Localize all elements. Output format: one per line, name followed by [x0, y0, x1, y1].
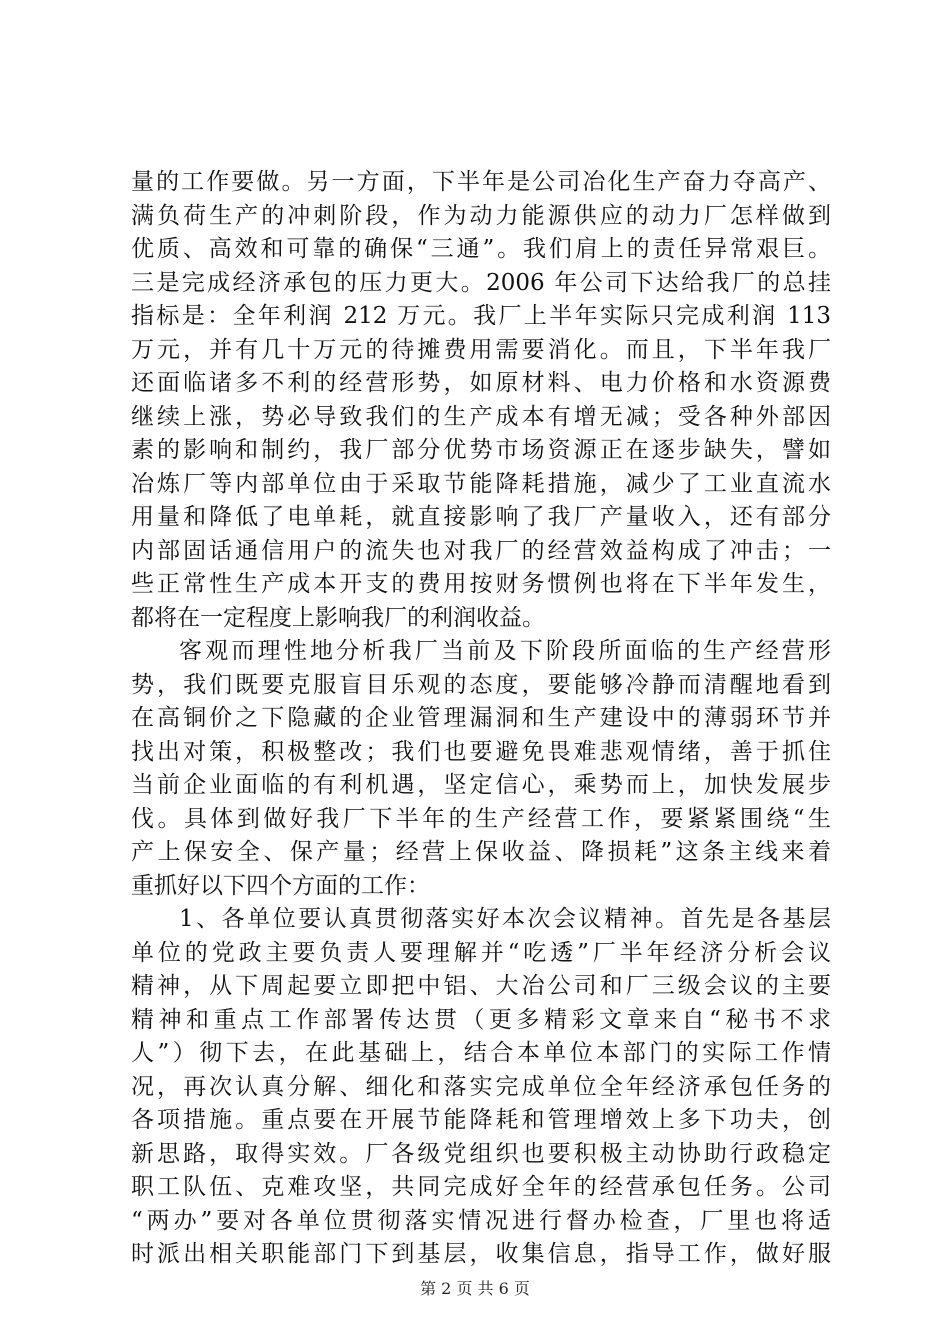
text-line: 还面临诸多不利的经营形势，如原材料、电力价格和水资源费 — [131, 370, 831, 396]
paragraph — [131, 903, 831, 1272]
text-line: 用量和降低了电单耗，就直接影响了我厂产量收入，还有部分 — [131, 504, 831, 530]
text-line: 各项措施。重点要在开展节能降耗和管理增效上多下功夫，创 — [131, 1107, 831, 1133]
text-line: 势，我们既要克服盲目乐观的态度，要能够冷静而清醒地看到 — [131, 671, 831, 698]
text-line: 精神和重点工作部署传达贯（更多精彩文章来自“秘书不求 — [131, 1006, 831, 1033]
text-line: 产上保安全、保产量；经营上保收益、降损耗”这条主线来着 — [131, 839, 831, 865]
text-line: 继续上涨，势必导致我们的生产成本有增无减；受各种外部因 — [131, 403, 831, 430]
text-line: 在高铜价之下隐藏的企业管理漏洞和生产建设中的薄弱环节并 — [131, 705, 831, 731]
text-line: 精神，从下周起要立即把中铝、大冶公司和厂三级会议的主要 — [131, 973, 831, 999]
document-body — [131, 166, 831, 1272]
paragraph — [131, 635, 831, 903]
text-line: 万元，并有几十万元的待摊费用需要消化。而且，下半年我厂 — [131, 336, 831, 363]
text-line: 些正常性生产成本开支的费用按财务惯例也将在下半年发生， — [131, 571, 831, 597]
text-line: “两办”要对各单位贯彻落实情况进行督办检查，厂里也将适 — [131, 1207, 831, 1234]
text-line: 指标是：全年利润 212 万元。我厂上半年实际只完成利润 113 — [131, 303, 831, 329]
text-line: 三是完成经济承包的压力更大。2006 年公司下达给我厂的总挂 — [131, 269, 831, 296]
text-line: 新思路，取得实效。厂各级党组织也要积极主动协助行政稳定 — [131, 1140, 831, 1167]
text-line: 素的影响和制约，我厂部分优势市场资源正在逐步缺失，譬如 — [131, 437, 831, 463]
paragraph — [131, 166, 831, 635]
text-line: 单位的党政主要负责人要理解并“吃透”厂半年经济分析会议 — [131, 939, 831, 966]
text-line: 时派出相关职能部门下到基层，收集信息，指导工作，做好服 — [131, 1241, 831, 1267]
text-line: 职工队伍、克难攻坚，共同完成好全年的经营承包任务。公司 — [131, 1174, 831, 1200]
text-line: 况，再次认真分解、细化和落实完成单位全年经济承包任务的 — [131, 1073, 831, 1100]
text-line: 内部固话通信用户的流失也对我厂的经营效益构成了冲击；一 — [131, 537, 831, 564]
text-line: 满负荷生产的冲刺阶段，作为动力能源供应的动力厂怎样做到 — [131, 202, 831, 229]
text-line: 量的工作要做。另一方面，下半年是公司冶化生产奋力夺高产、 — [131, 169, 831, 195]
text-line: 找出对策，积极整改；我们也要避免畏难悲观情绪，善于抓住 — [131, 738, 831, 765]
text-line: 重抓好以下四个方面的工作： — [131, 872, 430, 899]
text-line: 1、各单位要认真贯彻落实好本次会议精神。首先是各基层 — [179, 906, 831, 932]
text-line: 人”）彻下去，在此基础上，结合本单位本部门的实际工作情 — [131, 1040, 831, 1066]
page-footer: 第 2 页 共 6 页 — [420, 1279, 530, 1298]
text-line: 冶炼厂等内部单位由于采取节能降耗措施，减少了工业直流水 — [131, 470, 831, 497]
text-line: 伐。具体到做好我厂下半年的生产经营工作，要紧紧围绕“生 — [131, 805, 831, 832]
text-line: 当前企业面临的有利机遇，坚定信心，乘势而上，加快发展步 — [131, 772, 831, 798]
text-line: 客观而理性地分析我厂当前及下阶段所面临的生产经营形 — [179, 638, 831, 664]
text-line: 都将在一定程度上影响我厂的利润收益。 — [131, 604, 545, 631]
text-line: 优质、高效和可靠的确保“三通”。我们肩上的责任异常艰巨。 — [131, 236, 831, 262]
